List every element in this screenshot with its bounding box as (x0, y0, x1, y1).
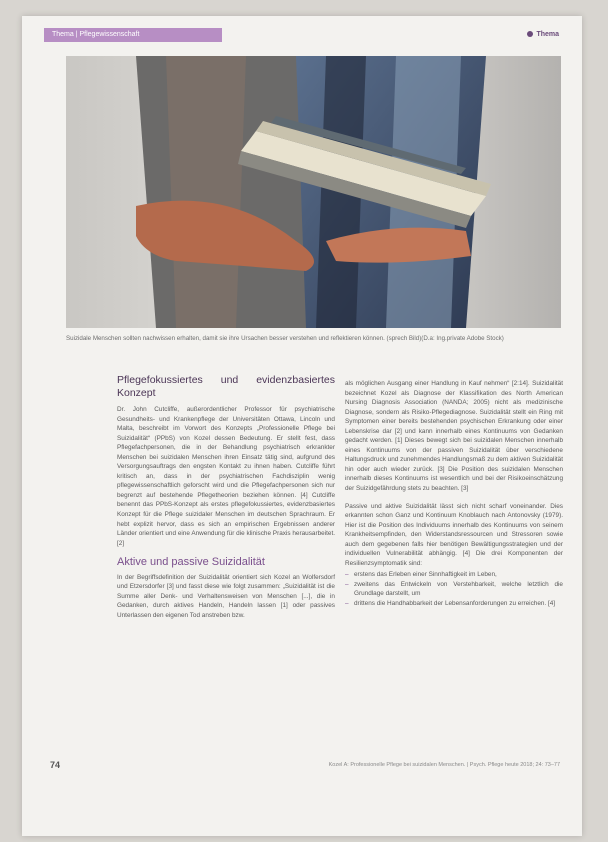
paragraph: In der Begriffsdefinition der Suizidalität orientiert sich Kozel an Wolfersdorf und Etzersdorfer [3] und fasst diese wie folgt zusammen: „Suizidalität ist die Summe aller Denk- und Verhaltensweisen von Menschen [...], die in Gedanken, durch aktives Handeln, Handeln lassen [1] oder passives Unterlassen den eigenen Tod anstreben bzw. (117, 573, 335, 619)
page-number: 74 (50, 760, 61, 770)
list-item: – erstens das Erleben einer Sinnhaftigkeit im Leben, (345, 570, 563, 580)
section-heading-suicidality: Aktive und passive Suizidalität (117, 556, 265, 569)
section-heading-concept: Pflegefokussiertes und evidenzbasiertes Konzept (117, 374, 335, 399)
topic-icon (527, 31, 533, 37)
topic-text: Thema (536, 31, 559, 38)
left-column (117, 374, 335, 628)
topic-label (527, 28, 559, 42)
page-header (44, 28, 559, 44)
right-column (345, 379, 563, 609)
paragraph: Passive und aktive Suizidalität lässt sich nicht scharf voneinander. Dies erkannten schon Ganz und Kontinuum Knoblauch nach Antonovsky (1979). Hier ist die Position des Individuums innerhalb des Kontinuums von seinem Krankheitsempfinden, den Widerstandsressourcen und Stressoren sowie auch dem gegebenen falls hier benötigen Bewältigungsstrategien und der individuellen Vulnerabilität abhängig. [4] Die drei Komponenten der Resilienzsymptomatik sind: (345, 502, 563, 567)
photo-illustration (66, 56, 561, 328)
category-tab: Thema | Pflegewissenschaft (44, 28, 222, 42)
citation: Kozel A: Professionelle Pflege bei suizidalen Menschen. | Psych. Pflege heute 2018; 24: 73–77 (328, 762, 560, 768)
components-list (345, 570, 563, 608)
paragraph: als möglichen Ausgang einer Handlung in Kauf nehmen“ [2:14]. Suizidalität bezeichnet Kozel als Diagnose der Klassifikation des North American Nursing Diagnosis Association (NANDA; 2005) nicht als medizinische Diagnose, sondern als Risiko-Pflegediagnose. Suizidalität stellt ein Ring mit Symptomen einer bereits bestehenden psychischen Erkrankung oder einer Lebenskrise dar [2] und kann innerhalb eines Kontinuums von Gedanken gedacht werden. [1] Dieses bewegt sich bei suizidalen Menschen innerhalb eines Kontinuums von der passiven Suizidalität über verschiedene Haltungsdruck und zunehmendes Handlungsmaß zu dem aktiven Suizidalität hin oder auch wieder zurück. [3] Die Position des suizidalen Menschen innerhalb dieses Kontinuums ist wesentlich und bei der Risikoeinschätzung der Suizidgefährdung stets zu beachten. [3] (345, 380, 563, 493)
list-item: – zweitens das Entwickeln von Verstehbarkeit, welche letztlich die Grundlage darstellt, um (345, 580, 563, 599)
list-item: – drittens die Handhabbarkeit der Lebensanforderungen zu erreichen. [4] (345, 599, 563, 609)
paragraph: Dr. John Cutcliffe, außerordentlicher Professor für psychiatrische Gesundheits- und Krankenpflege der Universitäten Ottawa, Lincoln und Malta, beschreibt im Vorwort des Konzepts „Professionelle Pflege bei Suizidalität“ (PPbS) von Kozel dessen Bedeutung. Er stellt fest, dass Pflegefachpersonen, die in der Behandlung psychiatrisch erkrankter Menschen bei suizidalen Menschen ihren Einsatz tätig sind, aufgrund des Versorgungsauftrags den engsten Kontakt zu ihnen haben. Cutcliffe führt kritisch an, dass in der psychiatrischen Fachdisziplin wenig pflegewissenschaftlich geforscht wird und die Pflegefachpersonen sich nur begrenzt auf bestehende Pflegetheorien beziehen können. [4] Cutcliffe benennt das PPbS-Konzept als erstes pflegefokussiertes, evidenzbasiertes Konzept für die Pflege suizidaler Menschen im deutschen Sprachraum. Er hebt explizit hervor, dass es sich an empirischen Ergebnissen anderer Länder orientiert und eine Anwendung für die klinische Praxis herausarbeitet. [2] (117, 406, 335, 547)
figure-caption: Suizidale Menschen sollten nachwissen erhalten, damit sie ihre Ursachen besser verstehen und reflektieren können. (sprech Bild)(D.a: Ing.private Adobe Stock) (66, 335, 504, 342)
hero-photo (66, 56, 561, 328)
page-footer (50, 760, 560, 772)
